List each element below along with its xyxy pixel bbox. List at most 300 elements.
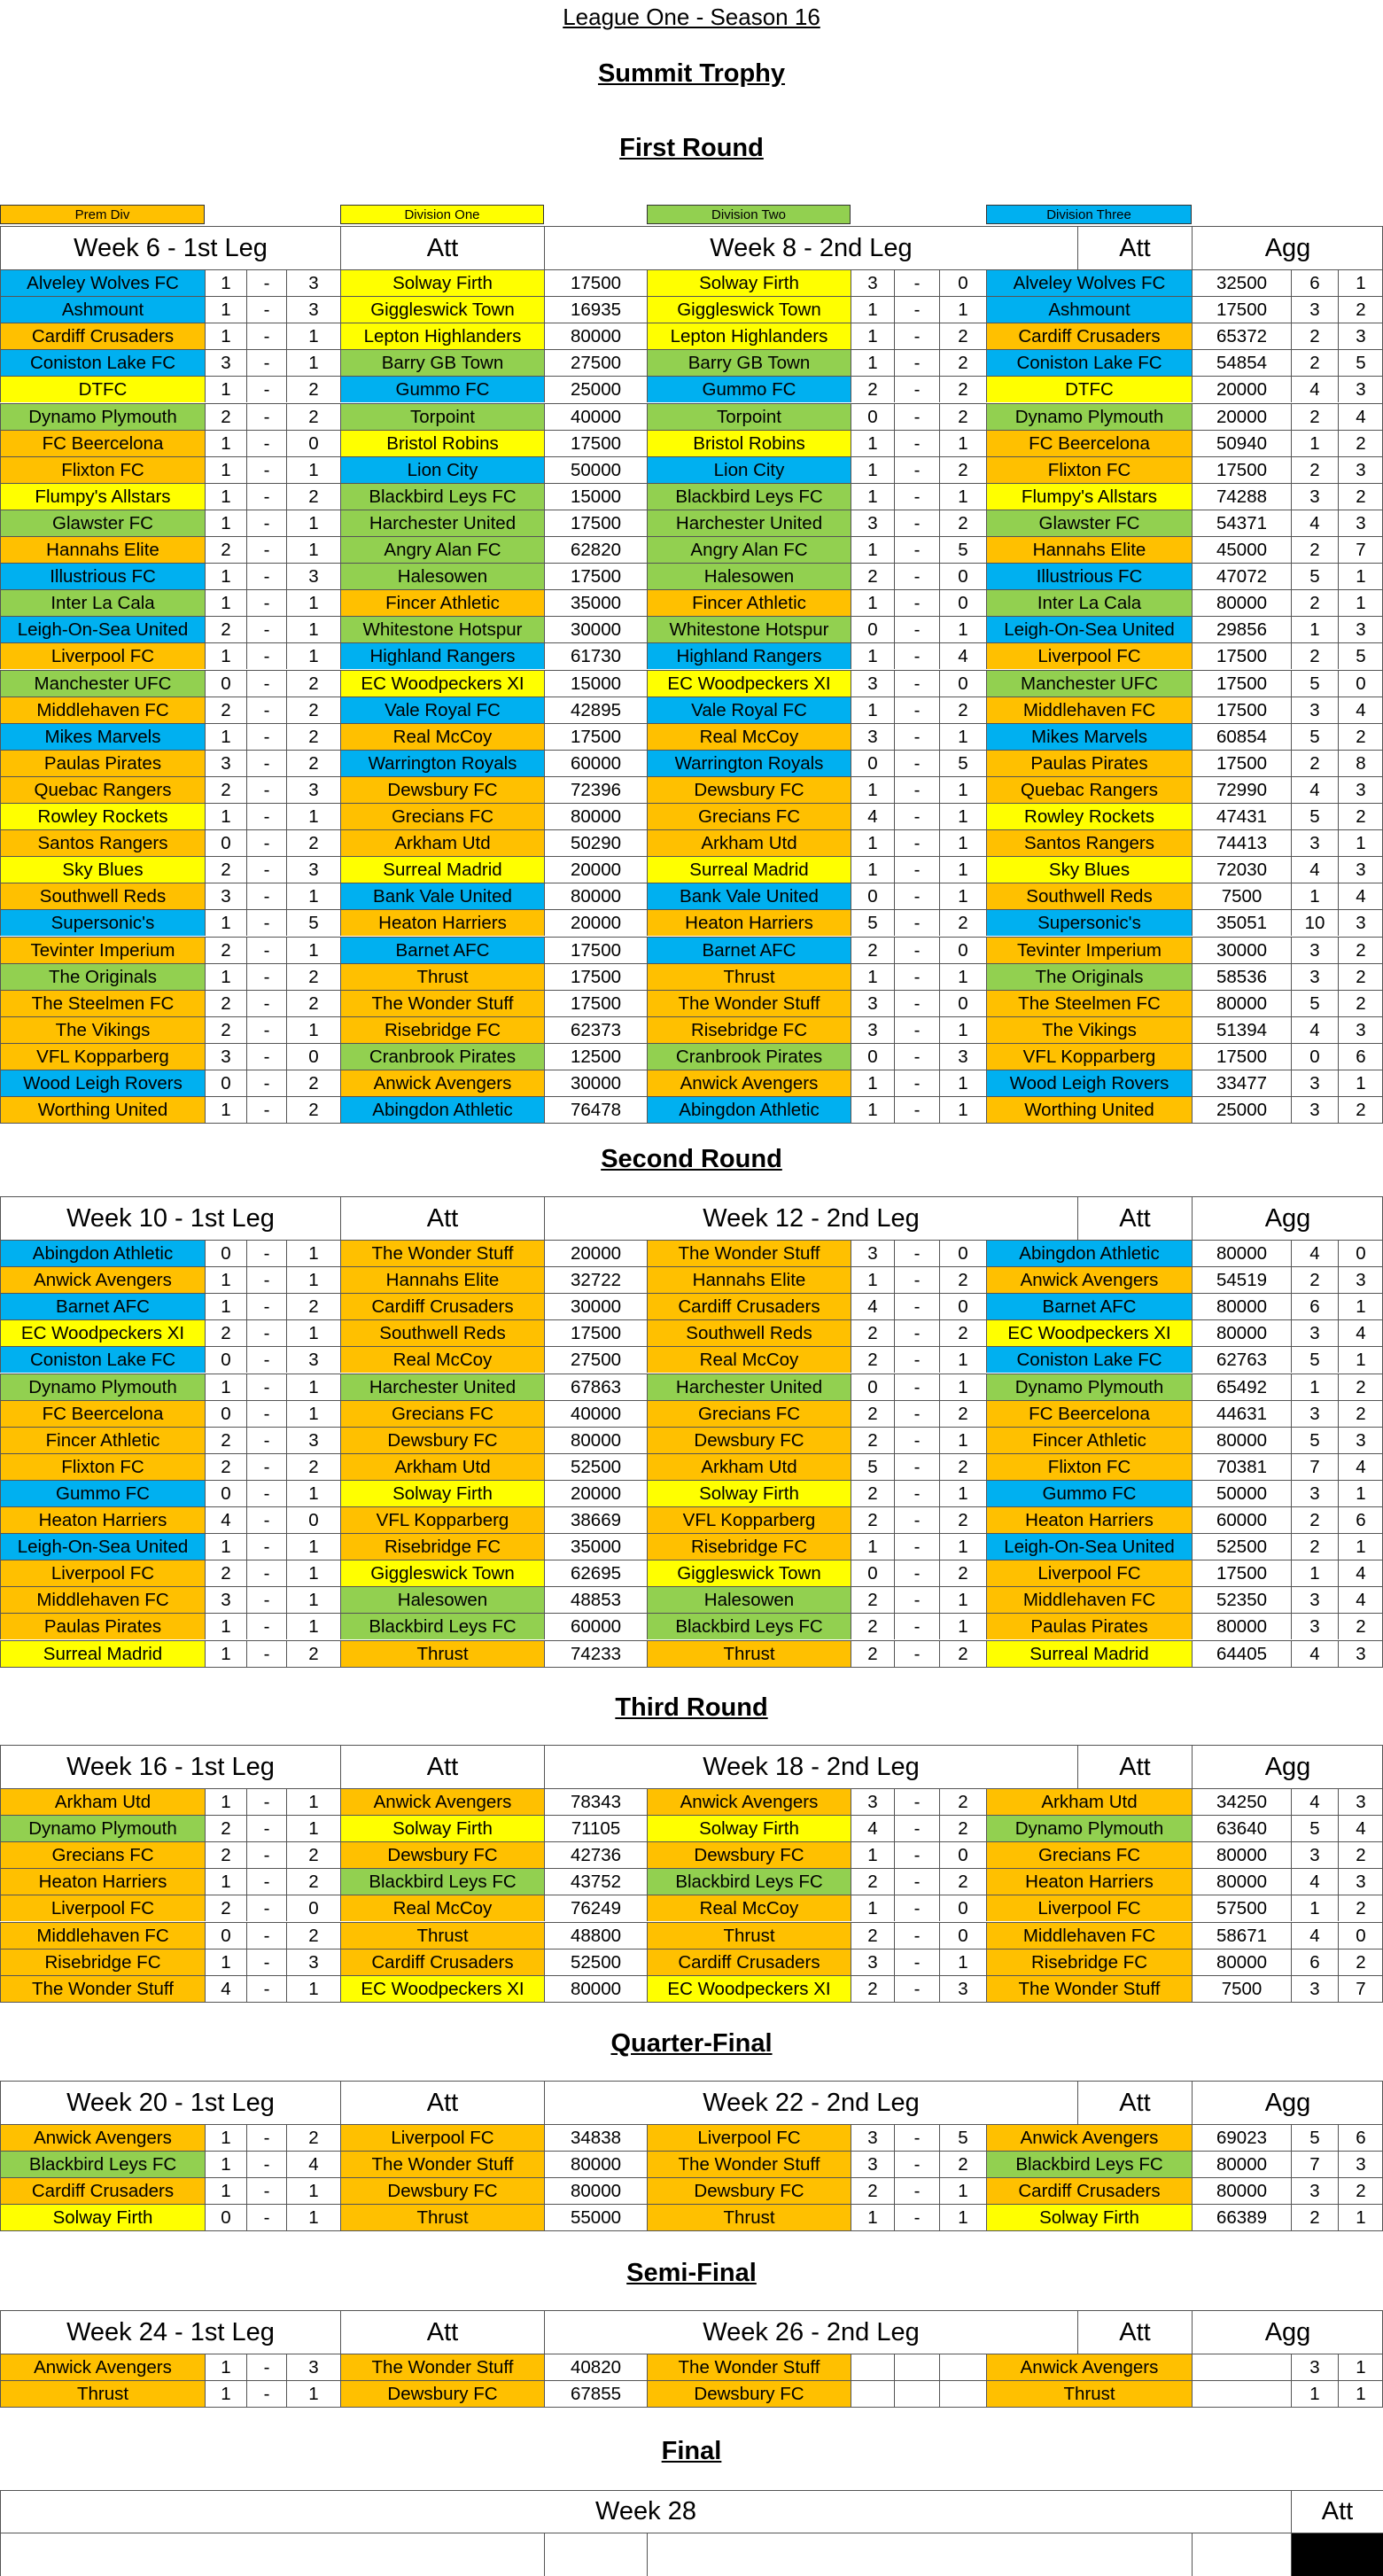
aggregate-home: 3 — [1291, 1480, 1338, 1506]
leg2-home-score: 1 — [851, 776, 894, 803]
leg1-attendance: 17500 — [544, 990, 647, 1016]
home-team: Grecians FC — [0, 1841, 205, 1868]
leg1-home-score: 1 — [205, 483, 246, 510]
leg2-away-score: 0 — [939, 589, 986, 616]
leg2-away-team: VFL Kopparberg — [986, 1043, 1192, 1070]
score-dash: - — [894, 1043, 939, 1070]
leg2-attendance: 74288 — [1192, 483, 1291, 510]
away-team: Thrust — [340, 1922, 544, 1949]
leg2-home-team: The Wonder Stuff — [647, 990, 851, 1016]
leg1-attendance: 52500 — [544, 1949, 647, 1975]
leg2-away-score: 1 — [939, 723, 986, 750]
leg2-away-score: 1 — [939, 883, 986, 909]
score-dash: - — [246, 536, 286, 563]
home-team: Heaton Harriers — [0, 1868, 205, 1895]
leg1-home-score: 2 — [205, 776, 246, 803]
leg1-home-score: 0 — [205, 1346, 246, 1373]
home-team: Gummo FC — [0, 1480, 205, 1506]
leg2-attendance: 32500 — [1192, 269, 1291, 296]
leg2-attendance: 52350 — [1192, 1586, 1291, 1613]
leg2-away-score: 0 — [939, 1293, 986, 1319]
round-header — [0, 1745, 1383, 1788]
leg1-home-score: 3 — [205, 1043, 246, 1070]
home-team: Flumpy's Allstars — [0, 483, 205, 510]
leg2-attendance: 80000 — [1192, 589, 1291, 616]
score-dash: - — [246, 1975, 286, 2002]
agg-header: Agg — [1192, 1745, 1383, 1788]
leg2-home-team: Lion City — [647, 456, 851, 483]
leg1-home-score: 3 — [205, 750, 246, 776]
leg2-away-score: 1 — [939, 1613, 986, 1639]
match-row — [0, 1016, 1383, 1043]
leg2-home-score: 1 — [851, 829, 894, 856]
leg2-attendance: 57500 — [1192, 1895, 1291, 1921]
match-row — [0, 1868, 1383, 1895]
score-dash: - — [894, 430, 939, 456]
away-team: EC Woodpeckers XI — [340, 1975, 544, 2002]
score-dash: - — [894, 1949, 939, 1975]
leg1-home-score: 3 — [205, 883, 246, 909]
leg2-home-score: 3 — [851, 1949, 894, 1975]
leg2-home-team: Abingdon Athletic — [647, 1096, 851, 1123]
leg2-home-team: Blackbird Leys FC — [647, 1868, 851, 1895]
leg2-away-score: 5 — [939, 2124, 986, 2151]
score-dash: - — [246, 1480, 286, 1506]
match-row — [0, 1640, 1383, 1667]
away-team: Harchester United — [340, 510, 544, 536]
match-row — [0, 2124, 1383, 2151]
leg2-home-team: Thrust — [647, 1922, 851, 1949]
match-row — [0, 697, 1383, 723]
leg1-attendance: 72396 — [544, 776, 647, 803]
away-team: Highland Rangers — [340, 642, 544, 669]
aggregate-away: 1 — [1338, 1070, 1383, 1096]
home-team: Liverpool FC — [0, 642, 205, 669]
leg2-away-score: 5 — [939, 750, 986, 776]
away-team: Giggleswick Town — [340, 296, 544, 323]
match-row — [0, 1975, 1383, 2002]
score-dash: - — [246, 1374, 286, 1400]
leg2-away-team: Middlehaven FC — [986, 1922, 1192, 1949]
round-title-semi-final: Semi-Final — [626, 2259, 757, 2287]
home-team: Alveley Wolves FC — [0, 269, 205, 296]
leg2-home-score: 1 — [851, 1895, 894, 1921]
leg1-away-score: 2 — [286, 376, 340, 402]
leg1-away-score: 1 — [286, 1815, 340, 1841]
leg1-attendance: 17500 — [544, 269, 647, 296]
leg2-home-score: 3 — [851, 1240, 894, 1266]
leg1-home-score: 1 — [205, 963, 246, 990]
leg2-away-team: Abingdon Athletic — [986, 1240, 1192, 1266]
match-row — [0, 1293, 1383, 1319]
leg2-attendance: 66389 — [1192, 2204, 1291, 2230]
aggregate-home: 2 — [1291, 1506, 1338, 1533]
home-team: Anwick Avengers — [0, 2354, 205, 2380]
score-dash: - — [894, 563, 939, 589]
leg1-home-score: 1 — [205, 909, 246, 936]
leg1-away-score: 4 — [286, 2151, 340, 2177]
aggregate-away: 1 — [1338, 1533, 1383, 1560]
leg2-away-score: 1 — [939, 2177, 986, 2204]
leg2-home-score: 0 — [851, 616, 894, 642]
leg2-home-score: 0 — [851, 750, 894, 776]
leg2-attendance: 80000 — [1192, 1949, 1291, 1975]
leg1-away-score: 2 — [286, 963, 340, 990]
leg2-home-score: 3 — [851, 670, 894, 697]
score-dash: - — [894, 1400, 939, 1427]
aggregate-home: 10 — [1291, 909, 1338, 936]
leg1-attendance: 50290 — [544, 829, 647, 856]
home-team: Solway Firth — [0, 2204, 205, 2230]
aggregate-home: 2 — [1291, 2204, 1338, 2230]
leg2-away-team: Flumpy's Allstars — [986, 483, 1192, 510]
leg1-home-score: 1 — [205, 1533, 246, 1560]
final-empty-cell — [647, 2533, 1192, 2576]
aggregate-home: 3 — [1291, 1096, 1338, 1123]
away-team: Bristol Robins — [340, 430, 544, 456]
leg2-away-team: Leigh-On-Sea United — [986, 616, 1192, 642]
match-row — [0, 1346, 1383, 1373]
leg1-away-score: 5 — [286, 909, 340, 936]
leg2-title: Week 8 - 2nd Leg — [544, 226, 1077, 269]
aggregate-away: 4 — [1338, 1453, 1383, 1480]
leg2-away-team: Mikes Marvels — [986, 723, 1192, 750]
home-team: The Wonder Stuff — [0, 1975, 205, 2002]
aggregate-home: 3 — [1291, 963, 1338, 990]
home-team: Flixton FC — [0, 456, 205, 483]
aggregate-away: 5 — [1338, 642, 1383, 669]
match-row — [0, 1400, 1383, 1427]
leg1-away-score: 3 — [286, 776, 340, 803]
aggregate-away: 2 — [1338, 1613, 1383, 1639]
score-dash: - — [246, 1586, 286, 1613]
leg2-home-score: 2 — [851, 1480, 894, 1506]
leg2-home-team: Blackbird Leys FC — [647, 483, 851, 510]
home-team: Glawster FC — [0, 510, 205, 536]
leg2-away-team: Grecians FC — [986, 1841, 1192, 1868]
away-team: Arkham Utd — [340, 1453, 544, 1480]
leg2-away-score: 1 — [939, 1096, 986, 1123]
score-dash: - — [894, 536, 939, 563]
match-row — [0, 909, 1383, 936]
aggregate-home: 4 — [1291, 1240, 1338, 1266]
away-team: Dewsbury FC — [340, 2380, 544, 2407]
leg1-attendance: 25000 — [544, 376, 647, 402]
leg2-home-team: EC Woodpeckers XI — [647, 670, 851, 697]
leg1-home-score: 1 — [205, 323, 246, 349]
away-team: The Wonder Stuff — [340, 1240, 544, 1266]
leg1-home-score: 1 — [205, 510, 246, 536]
leg2-away-score: 2 — [939, 1815, 986, 1841]
away-team: Fincer Athletic — [340, 589, 544, 616]
aggregate-home: 4 — [1291, 1016, 1338, 1043]
round-title-third-round: Third Round — [615, 1693, 768, 1722]
leg1-home-score: 2 — [205, 1427, 246, 1453]
leg2-home-team: Grecians FC — [647, 1400, 851, 1427]
leg1-attendance: 17500 — [544, 1319, 647, 1346]
score-dash: - — [246, 883, 286, 909]
leg1-attendance: 17500 — [544, 563, 647, 589]
score-dash: - — [246, 1922, 286, 1949]
leg1-away-score: 3 — [286, 296, 340, 323]
leg1-away-score: 2 — [286, 1868, 340, 1895]
leg2-home-team: Solway Firth — [647, 269, 851, 296]
leg2-home-score: 4 — [851, 1815, 894, 1841]
score-dash: - — [894, 1841, 939, 1868]
leg2-home-score: 3 — [851, 269, 894, 296]
leg1-away-score: 2 — [286, 2124, 340, 2151]
aggregate-away: 8 — [1338, 750, 1383, 776]
leg2-attendance: 80000 — [1192, 990, 1291, 1016]
score-dash: - — [894, 1266, 939, 1293]
home-team: Cardiff Crusaders — [0, 323, 205, 349]
leg2-attendance: 7500 — [1192, 883, 1291, 909]
aggregate-away: 1 — [1338, 829, 1383, 856]
aggregate-home: 3 — [1291, 1975, 1338, 2002]
leg2-away-score: 0 — [939, 1841, 986, 1868]
home-team: Anwick Avengers — [0, 1266, 205, 1293]
leg2-attendance: 34250 — [1192, 1788, 1291, 1815]
leg2-away-team: Thrust — [986, 2380, 1192, 2407]
score-dash: - — [894, 1922, 939, 1949]
aggregate-home: 0 — [1291, 1043, 1338, 1070]
score-dash: - — [894, 1374, 939, 1400]
aggregate-away: 1 — [1338, 1480, 1383, 1506]
leg2-home-score: 0 — [851, 1374, 894, 1400]
aggregate-home: 3 — [1291, 2354, 1338, 2380]
aggregate-home: 5 — [1291, 1346, 1338, 1373]
away-team: Warrington Royals — [340, 750, 544, 776]
home-team: FC Beercelona — [0, 430, 205, 456]
leg2-home-team: Dewsbury FC — [647, 1841, 851, 1868]
leg2-away-team: Sky Blues — [986, 856, 1192, 883]
match-row — [0, 456, 1383, 483]
score-dash: - — [894, 1640, 939, 1667]
score-dash: - — [246, 1640, 286, 1667]
leg2-away-score — [939, 2380, 986, 2407]
leg2-home-team: Torpoint — [647, 403, 851, 430]
score-dash: - — [894, 1815, 939, 1841]
leg2-away-team: Flixton FC — [986, 456, 1192, 483]
leg1-home-score: 2 — [205, 697, 246, 723]
score-dash: - — [246, 1453, 286, 1480]
away-team: Dewsbury FC — [340, 1841, 544, 1868]
away-team: Cardiff Crusaders — [340, 1293, 544, 1319]
away-team: Liverpool FC — [340, 2124, 544, 2151]
aggregate-away: 2 — [1338, 963, 1383, 990]
leg1-attendance: 40820 — [544, 2354, 647, 2380]
away-team: Blackbird Leys FC — [340, 1613, 544, 1639]
match-row — [0, 1895, 1383, 1921]
score-dash: - — [246, 296, 286, 323]
leg2-home-team: The Wonder Stuff — [647, 1240, 851, 1266]
score-dash: - — [894, 642, 939, 669]
leg2-home-team: Bank Vale United — [647, 883, 851, 909]
trophy-title: Summit Trophy — [597, 59, 786, 88]
score-dash: - — [894, 2204, 939, 2230]
away-team: Surreal Madrid — [340, 856, 544, 883]
match-row — [0, 1070, 1383, 1096]
leg2-home-score: 1 — [851, 323, 894, 349]
aggregate-away: 4 — [1338, 697, 1383, 723]
score-dash: - — [246, 2177, 286, 2204]
leg2-home-team: Fincer Athletic — [647, 589, 851, 616]
match-row — [0, 1506, 1383, 1533]
leg1-home-score: 0 — [205, 1480, 246, 1506]
leg2-home-team: Real McCoy — [647, 1346, 851, 1373]
match-row — [0, 510, 1383, 536]
aggregate-home: 3 — [1291, 1319, 1338, 1346]
leg2-home-score: 1 — [851, 856, 894, 883]
leg2-away-team: Coniston Lake FC — [986, 349, 1192, 376]
score-dash: - — [894, 803, 939, 829]
home-team: Liverpool FC — [0, 1560, 205, 1586]
leg2-away-team: Flixton FC — [986, 1453, 1192, 1480]
leg2-away-team: Rowley Rockets — [986, 803, 1192, 829]
leg1-home-score: 1 — [205, 2177, 246, 2204]
leg2-home-team: Angry Alan FC — [647, 536, 851, 563]
leg1-home-score: 2 — [205, 536, 246, 563]
leg2-away-team: Liverpool FC — [986, 1895, 1192, 1921]
leg1-attendance: 80000 — [544, 323, 647, 349]
leg1-home-score: 1 — [205, 803, 246, 829]
leg2-home-team: Real McCoy — [647, 1895, 851, 1921]
home-team: Middlehaven FC — [0, 1586, 205, 1613]
away-team: Lion City — [340, 456, 544, 483]
away-team: Giggleswick Town — [340, 1560, 544, 1586]
leg1-home-score: 1 — [205, 269, 246, 296]
leg2-away-score: 1 — [939, 856, 986, 883]
score-dash: - — [246, 1815, 286, 1841]
leg1-away-score: 1 — [286, 803, 340, 829]
score-dash: - — [246, 750, 286, 776]
leg2-home-team: Risebridge FC — [647, 1016, 851, 1043]
leg2-away-team: EC Woodpeckers XI — [986, 1319, 1192, 1346]
away-team: Gummo FC — [340, 376, 544, 402]
leg2-away-score: 2 — [939, 456, 986, 483]
away-team: Real McCoy — [340, 723, 544, 750]
score-dash: - — [246, 963, 286, 990]
leg1-home-score: 2 — [205, 1453, 246, 1480]
away-team: The Wonder Stuff — [340, 990, 544, 1016]
leg1-home-score: 1 — [205, 1613, 246, 1639]
home-team: Tevinter Imperium — [0, 937, 205, 963]
leg1-home-score: 2 — [205, 937, 246, 963]
score-dash: - — [894, 1533, 939, 1560]
leg2-away-score: 2 — [939, 909, 986, 936]
away-team: Abingdon Athletic — [340, 1096, 544, 1123]
leg2-away-score: 0 — [939, 670, 986, 697]
match-row — [0, 750, 1383, 776]
round-title-second-round: Second Round — [601, 1145, 782, 1173]
away-team: Risebridge FC — [340, 1533, 544, 1560]
leg2-away-score: 3 — [939, 1975, 986, 2002]
leg2-away-score: 1 — [939, 1374, 986, 1400]
aggregate-home: 4 — [1291, 376, 1338, 402]
aggregate-home: 5 — [1291, 563, 1338, 589]
leg2-home-score: 2 — [851, 1975, 894, 2002]
score-dash: - — [894, 1506, 939, 1533]
leg2-home-team: Bristol Robins — [647, 430, 851, 456]
leg2-home-team: Dewsbury FC — [647, 776, 851, 803]
leg2-away-team: Liverpool FC — [986, 1560, 1192, 1586]
leg2-away-team: Wood Leigh Rovers — [986, 1070, 1192, 1096]
leg2-title: Week 26 - 2nd Leg — [544, 2310, 1077, 2354]
aggregate-away: 2 — [1338, 990, 1383, 1016]
leg2-home-team: Vale Royal FC — [647, 697, 851, 723]
match-row — [0, 990, 1383, 1016]
score-dash: - — [246, 1506, 286, 1533]
aggregate-home: 2 — [1291, 456, 1338, 483]
match-row — [0, 937, 1383, 963]
away-team: Thrust — [340, 2204, 544, 2230]
leg1-away-score: 1 — [286, 1586, 340, 1613]
aggregate-away: 6 — [1338, 1506, 1383, 1533]
away-team: Anwick Avengers — [340, 1788, 544, 1815]
leg1-away-score: 1 — [286, 1319, 340, 1346]
leg1-away-score: 2 — [286, 483, 340, 510]
leg2-attendance — [1192, 2380, 1291, 2407]
leg2-home-team: Surreal Madrid — [647, 856, 851, 883]
away-team: Blackbird Leys FC — [340, 483, 544, 510]
leg2-home-score — [851, 2380, 894, 2407]
away-team: Halesowen — [340, 563, 544, 589]
leg1-home-score: 1 — [205, 376, 246, 402]
leg2-home-score: 1 — [851, 1096, 894, 1123]
aggregate-home: 1 — [1291, 1895, 1338, 1921]
score-dash: - — [246, 776, 286, 803]
aggregate-away: 3 — [1338, 1427, 1383, 1453]
home-team: Dynamo Plymouth — [0, 403, 205, 430]
home-team: Barnet AFC — [0, 1293, 205, 1319]
away-team: Solway Firth — [340, 1480, 544, 1506]
leg1-away-score: 3 — [286, 563, 340, 589]
leg1-home-score: 1 — [205, 1949, 246, 1975]
away-team: Harchester United — [340, 1374, 544, 1400]
leg1-away-score: 2 — [286, 403, 340, 430]
leg2-away-score: 4 — [939, 642, 986, 669]
score-dash: - — [246, 2124, 286, 2151]
leg2-home-team: Giggleswick Town — [647, 1560, 851, 1586]
match-row — [0, 1319, 1383, 1346]
leg2-away-score: 1 — [939, 1346, 986, 1373]
away-team: Blackbird Leys FC — [340, 1868, 544, 1895]
aggregate-home: 1 — [1291, 430, 1338, 456]
aggregate-home: 5 — [1291, 1815, 1338, 1841]
home-team: Coniston Lake FC — [0, 1346, 205, 1373]
leg1-home-score: 1 — [205, 456, 246, 483]
match-row — [0, 2177, 1383, 2204]
score-dash: - — [246, 2204, 286, 2230]
leg2-attendance — [1192, 2354, 1291, 2380]
score-dash: - — [894, 589, 939, 616]
leg1-away-score: 2 — [286, 1922, 340, 1949]
leg2-home-score: 0 — [851, 1560, 894, 1586]
match-row — [0, 1922, 1383, 1949]
leg2-away-team: The Steelmen FC — [986, 990, 1192, 1016]
leg1-away-score: 2 — [286, 1640, 340, 1667]
leg1-away-score: 0 — [286, 1506, 340, 1533]
away-team: Real McCoy — [340, 1895, 544, 1921]
legend-division-three: Division Three — [986, 205, 1192, 224]
leg2-away-team: FC Beercelona — [986, 1400, 1192, 1427]
score-dash: - — [894, 349, 939, 376]
leg1-attendance: 40000 — [544, 1400, 647, 1427]
match-row — [0, 563, 1383, 589]
leg1-away-score: 1 — [286, 883, 340, 909]
match-row — [0, 349, 1383, 376]
leg2-attendance: 80000 — [1192, 1319, 1291, 1346]
